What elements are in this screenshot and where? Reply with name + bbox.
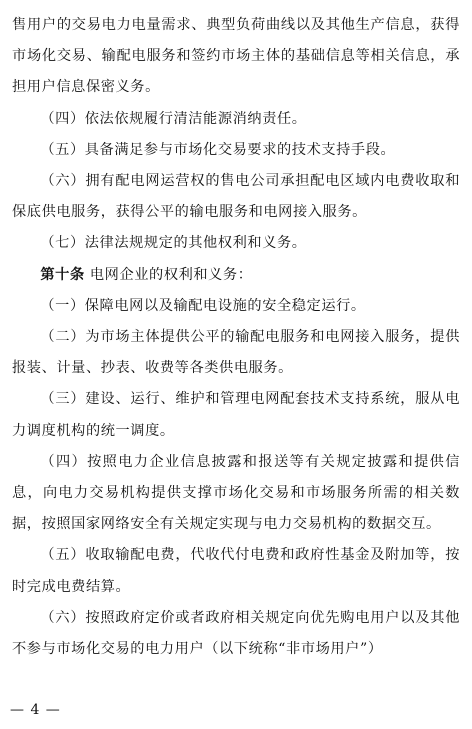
paragraph-item-6: （六）拥有配电网运营权的售电公司承担配电区域内电费收取和保底供电服务，获得公平的输电服务和电网接入服务。 [12, 173, 460, 221]
article-title: 电网企业的权利和义务： [84, 266, 253, 283]
article-10-item-6: （六）按照政府定价或者政府相关规定向优先购电用户以及其他不参与市场化交易的电力用户（以下统称“非市场用户”） [12, 609, 460, 658]
document-page [12, 10, 460, 665]
page-number: — 4 — [10, 702, 61, 718]
paragraph-item-4: （四）依法依规履行清洁能源消纳责任。 [40, 110, 307, 127]
article-10-item-3: （三）建设、运行、维护和管理电网配套技术支持系统，服从电力调度机构的统一调度。 [12, 391, 460, 439]
paragraph-item-5: （五）具备满足参与市场化交易要求的技术支持手段。 [40, 141, 396, 158]
article-10-item-5: （五）收取输配电费，代收代付电费和政府性基金及附加等，按时完成电费结算。 [12, 547, 460, 595]
article-10-item-1: （一）保障电网以及输配电设施的安全稳定运行。 [40, 297, 366, 314]
paragraph-continuation: 售用户的交易电力电量需求、典型负荷曲线以及其他生产信息，获得市场化交易、输配电服务和签约市场主体的基础信息等相关信息，承担用户信息保密义务。 [12, 17, 460, 96]
paragraph-item-7: （七）法律法规规定的其他权利和义务。 [40, 235, 307, 252]
article-10-item-2: （二）为市场主体提供公平的输配电服务和电网接入服务，提供报装、计量、抄表、收费等各类供电服务。 [12, 329, 460, 377]
article-number: 第十条 [40, 266, 85, 283]
article-10-item-4: （四）按照电力企业信息披露和报送等有关规定披露和提供信息，向电力交易机构提供支撑市场化交易和市场服务所需的相关数据，按照国家网络安全有关规定实现与电力交易机构的数据交互。 [12, 453, 460, 533]
article-10-heading [12, 260, 460, 291]
